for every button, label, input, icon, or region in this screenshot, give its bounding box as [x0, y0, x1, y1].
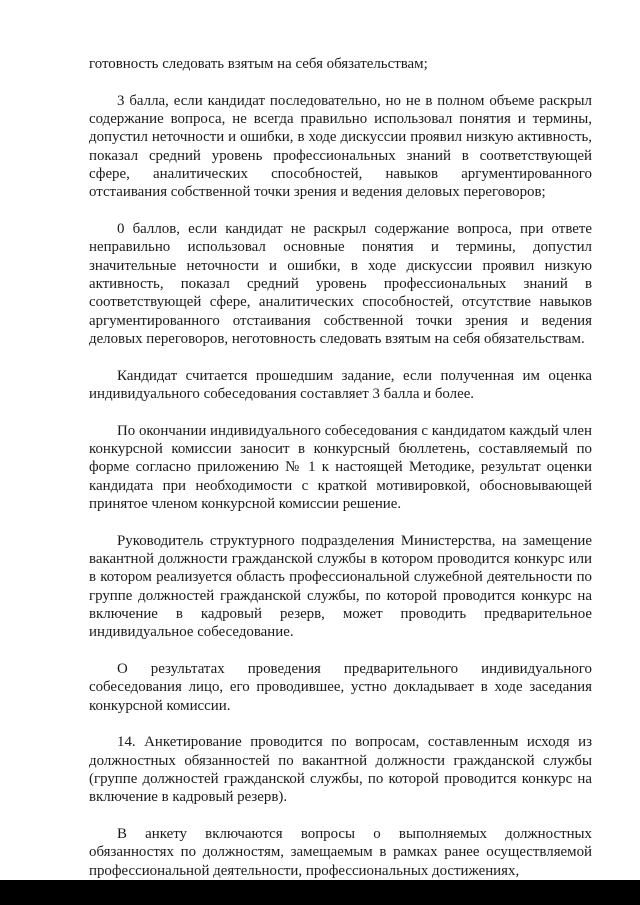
paragraph-preliminary-interview: Руководитель структурного подразделения Министерства, на замещение вакантной должности гражданской службы в котором проводится конкурс или в котором реализуется область профессиональной служебной деятельности по группе должностей гражданской службы, по которой проводится конкурс на включение в кадровый резерв, может проводить предварительное индивидуальное собеседование. [89, 532, 592, 641]
paragraph-questionnaire-content: В анкету включаются вопросы о выполняемых должностных обязанностях по должностям, замещаемым в рамках ранее осуществляемой профессиональной деятельности, профессиональных достижениях, [89, 826, 592, 879]
paragraph-readiness: готовность следовать взятым на себя обязательствам; [89, 56, 428, 72]
paragraph-report: О результатах проведения предварительного индивидуального собеседования лицо, его проводившее, устно докладывает в ходе заседания конкурсной комиссии. [89, 661, 592, 714]
paragraph-ballot: По окончании индивидуального собеседования с кандидатом каждый член конкурсной комиссии заносит в конкурсный бюллетень, составляемый по форме согласно приложению № 1 к настоящей Методике, результат оценки кандидата при необходимости с краткой мотивировкой, обосновывающей принятое членом конкурсной комиссии решение. [89, 422, 592, 512]
paragraph-pass-criteria: Кандидат считается прошедшим задание, если полученная им оценка индивидуального собеседования составляет 3 балла и более. [89, 367, 592, 402]
paragraph-3-points: 3 балла, если кандидат последовательно, но не в полном объеме раскрыл содержание вопроса, не всегда правильно использовал понятия и термины, допустил неточности и ошибки, в ходе дискуссии проявил низкую активность, показал средний уровень профессиональных знаний в соответствующей сфере, аналитических способностей, навыков аргументированного отстаивания собственной точки зрения и ведения деловых переговоров; [89, 92, 592, 201]
document-body [89, 55, 592, 880]
bottom-edge-bar [0, 880, 640, 905]
paragraph-questionnaire: 14. Анкетирование проводится по вопросам, составленным исходя из должностных обязанностей по вакантной должности гражданской службы (группе должностей гражданской службы, по которой проводится конкурс на включение в кадровый резерв). [89, 734, 592, 806]
paragraph-0-points: 0 баллов, если кандидат не раскрыл содержание вопроса, при ответе неправильно использовал основные понятия и термины, допустил значительные неточности и ошибки, в ходе дискуссии проявил низкую активность, показал средний уровень профессиональных знаний в соответствующей сфере, аналитических способностей, отсутствие навыков аргументированного отстаивания собственной точки зрения и ведения деловых переговоров, неготовность следовать взятым на себя обязательствам. [89, 221, 592, 347]
